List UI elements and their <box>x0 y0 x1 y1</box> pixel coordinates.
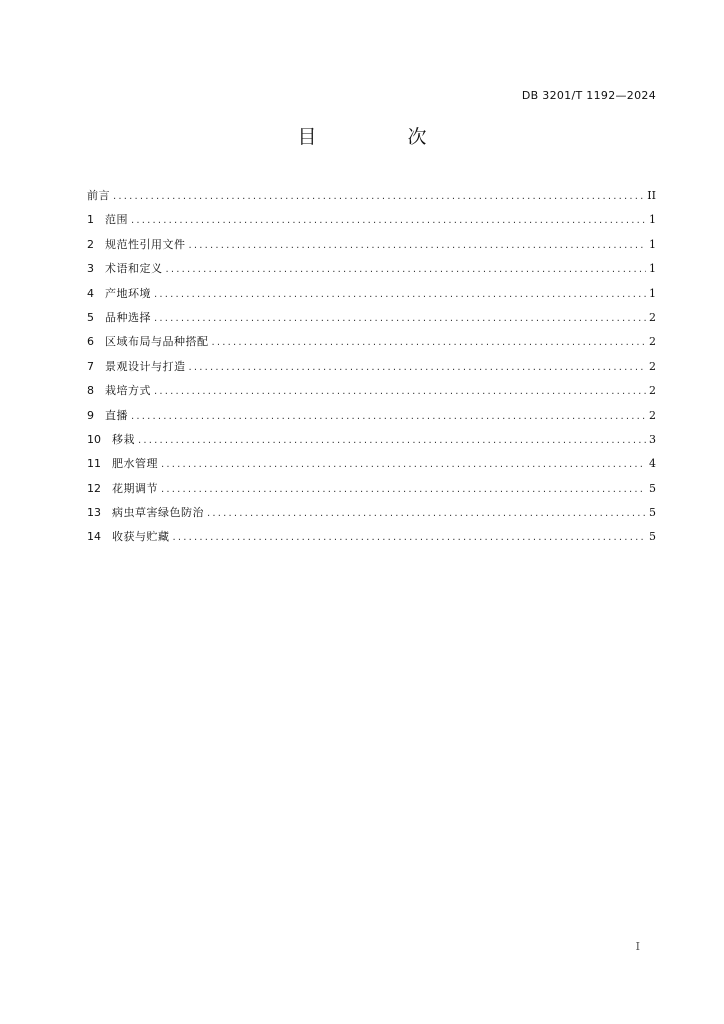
toc-entry-fertilizer-water[interactable] <box>87 452 656 476</box>
toc-entry-page: 5 <box>649 481 656 495</box>
toc-entry-label: 花期调节 <box>112 481 158 495</box>
toc-entry-page: 1 <box>649 213 656 227</box>
toc-entry-label: 区域布局与品种搭配 <box>105 335 209 349</box>
toc-entry-label: 肥水管理 <box>112 457 158 471</box>
toc-entry-number: 12 <box>87 481 101 495</box>
toc-entry-production-environment[interactable] <box>87 282 656 306</box>
toc-entry-scope[interactable] <box>87 208 656 232</box>
toc-leader-dots <box>154 283 646 307</box>
toc-entry-landscape-design[interactable] <box>87 355 656 379</box>
toc-list <box>87 184 656 550</box>
toc-leader-dots <box>113 185 644 209</box>
toc-entry-number: 1 <box>87 213 94 227</box>
toc-entry-number: 2 <box>87 237 94 251</box>
toc-leader-dots <box>212 331 647 355</box>
toc-leader-dots <box>131 405 646 429</box>
toc-leader-dots <box>189 234 647 258</box>
toc-leader-dots <box>189 356 647 380</box>
toc-leader-dots <box>131 209 646 233</box>
toc-entry-number: 9 <box>87 408 94 422</box>
toc-entry-page: 3 <box>649 432 656 446</box>
toc-entry-page: 2 <box>649 408 656 422</box>
toc-entry-number: 3 <box>87 262 94 276</box>
toc-entry-page: II <box>647 189 656 202</box>
toc-entry-number: 11 <box>87 457 101 471</box>
toc-leader-dots <box>207 502 646 526</box>
page-number: I <box>635 940 640 953</box>
toc-entry-page: 2 <box>649 310 656 324</box>
toc-entry-label: 收获与贮藏 <box>112 530 170 544</box>
toc-entry-terms-definitions[interactable] <box>87 257 656 281</box>
toc-entry-variety-selection[interactable] <box>87 306 656 330</box>
toc-leader-dots <box>173 526 647 550</box>
toc-entry-number: 13 <box>87 506 101 520</box>
toc-entry-label: 前言 <box>87 189 110 202</box>
toc-entry-label: 景观设计与打造 <box>105 359 186 373</box>
standard-code: DB 3201/T 1192—2024 <box>521 89 656 102</box>
toc-entry-label: 规范性引用文件 <box>105 237 186 251</box>
toc-title: 目 次 <box>297 126 463 148</box>
toc-entry-label: 范围 <box>105 213 128 227</box>
toc-entry-harvest-storage[interactable] <box>87 525 656 549</box>
toc-leader-dots <box>161 453 646 477</box>
toc-entry-regional-layout[interactable] <box>87 330 656 354</box>
toc-entry-page: 2 <box>649 335 656 349</box>
toc-leader-dots <box>161 478 646 502</box>
toc-entry-label: 直播 <box>105 408 128 422</box>
toc-entry-number: 5 <box>87 310 94 324</box>
toc-entry-flowering-regulation[interactable] <box>87 477 656 501</box>
toc-entry-page: 5 <box>649 530 656 544</box>
toc-entry-number: 7 <box>87 359 94 373</box>
toc-leader-dots <box>138 429 646 453</box>
toc-entry-page: 5 <box>649 506 656 520</box>
toc-entry-page: 1 <box>649 286 656 300</box>
toc-entry-number: 6 <box>87 335 94 349</box>
toc-entry-number: 10 <box>87 432 101 446</box>
toc-entry-page: 4 <box>649 457 656 471</box>
toc-entry-number: 8 <box>87 384 94 398</box>
toc-entry-label: 病虫草害绿色防治 <box>112 506 204 520</box>
toc-entry-page: 1 <box>649 237 656 251</box>
toc-leader-dots <box>166 258 647 282</box>
toc-entry-label: 栽培方式 <box>105 384 151 398</box>
toc-entry-cultivation-method[interactable] <box>87 379 656 403</box>
toc-entry-number: 14 <box>87 530 101 544</box>
toc-leader-dots <box>154 307 646 331</box>
toc-entry-label: 术语和定义 <box>105 262 163 276</box>
toc-entry-page: 2 <box>649 359 656 373</box>
toc-entry-normative-references[interactable] <box>87 233 656 257</box>
toc-entry-label: 移栽 <box>112 432 135 446</box>
toc-entry-label: 品种选择 <box>105 310 151 324</box>
toc-entry-direct-seeding[interactable] <box>87 404 656 428</box>
toc-entry-number: 4 <box>87 286 94 300</box>
toc-entry-pest-control[interactable] <box>87 501 656 525</box>
toc-leader-dots <box>154 380 646 404</box>
toc-entry-foreword[interactable] <box>87 184 656 208</box>
toc-entry-page: 1 <box>649 262 656 276</box>
toc-entry-transplanting[interactable] <box>87 428 656 452</box>
toc-entry-label: 产地环境 <box>105 286 151 300</box>
toc-entry-page: 2 <box>649 384 656 398</box>
